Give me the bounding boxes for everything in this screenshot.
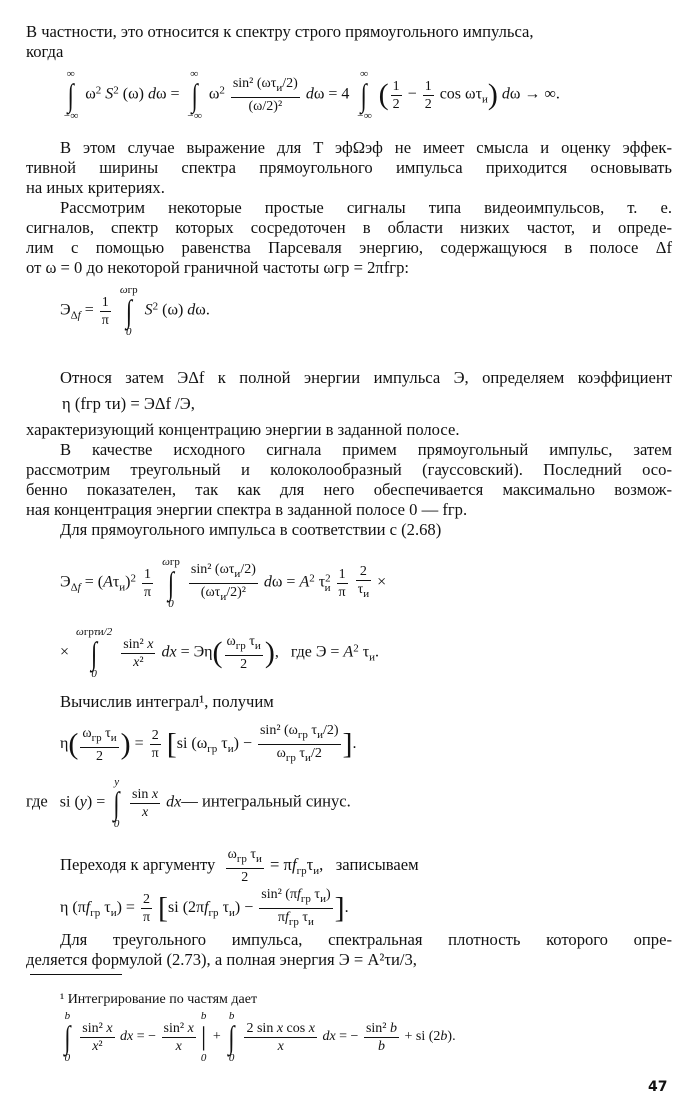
text-line-2: когда [26,42,64,61]
text-argument: Переходя к аргументу $\frac{\omega_{гр} \tau_и}{2}$ = $\pi f_{гр}\tau_и$, записываем [60,847,419,885]
formula-eta-f: η ($\pi f_{гр}$ $\tau_и$) = $\frac{2}{\pi}$ [si ($2\pi f_{гр}$ $\tau_и$) − $\frac{\sin^2 (\pi f_{гр} \tau_и)}{\pi f_{гр} \tau_и}$ ]. [60,887,349,928]
formula-si: где si (y) = y ∫ 0 $\frac{\text{sin x}}{x}$ dx— интегральный синус. [26,776,351,830]
text-line-14: рассмотрим треугольный и колоколообразный (гауссовский). Последний осо- [26,460,672,479]
text-line-5: на иных критериях. [26,178,165,197]
text-line-4: тивной ширины спектра прямоугольного импульса приходится основывать [26,158,672,177]
text-line-18: Вычислив интеграл¹, получим [60,692,274,711]
text-line-17: Для прямоугольного импульса в соответствии с (2.68) [60,520,442,539]
formula-rect-pulse-cont: × ωгрτи/2 ∫ 0 $\frac{\text{sin² x}}{\text{x²}}$ dx = Эη( $\frac{\omega_{гр} \tau_и}{2}$ ), где $Э = A^2$ $\tau_и$. [60,626,380,680]
footnote-rule [30,974,122,975]
page-number: 47 [648,1079,668,1095]
text-line-15: бенно показателен, так как для него обеспечивается максимально возмож- [26,480,672,499]
text-line-23: Для треугольного импульса, спектральная плотность которого опре- [60,930,672,949]
text-line-3: В этом случае выражение для T эфΩэф не имеет смысла и оценку эффек- [60,138,672,157]
text-line-7: сигналов, спектр которых сосредоточен в области низких частот, и опреде- [26,218,672,237]
text-line-10: Относя затем ЭΔf к полной энергии импульса Э, определяем коэффициент [60,368,672,387]
footnote-formula: b ∫ 0 $\frac{\text{sin² x}}{\text{x²}}$ dx = − $\frac{\text{sin² x}}{x}$ b | 0 + b ∫ 0 $\frac{\text{2 sin x cos x}}{x}$ dx = − $\frac{\text{sin² b}}{b}$ + si (2b). [64,1010,456,1064]
text-line-11: η (fгр τи) = ЭΔf /Э, [62,394,195,413]
text-line-13: В качестве исходного сигнала примем прямоугольный импульс, затем [60,440,672,459]
text-line-9: от ω = 0 до некоторой граничной частоты ωгр = 2πfгр: [26,258,409,277]
formula-energy-band: $Э_{\Delta f}$ = $\frac{1}{\pi}$ ωгр ∫ 0 $S^2$ (ω) dω. [60,284,210,338]
formula-rect-pulse: $Э_{\Delta f} = (A\tau_и)^2$ $\frac{1}{\pi}$ ωгр ∫ 0 $\frac{\sin^2 (\omega\tau_и/2)}{(\omega\tau_и/2)^2}$ $d\omega = A^2$ $\tau^2_и$ $\frac{1}{\pi}$ $\frac{2}{\tau_и}$ × [60,556,387,610]
text-line-12: характеризующий концентрацию энергии в заданной полосе. [26,420,460,439]
text-line-1: В частности, это относится к спектру строго прямоугольного импульса, [26,22,534,41]
formula-integral-divergence: ∞ ∫ −∞ $\omega^2$ $S^2$ (ω) dω = ∞ ∫ −∞ $\omega^2$ $\frac{\sin^2 (\omega\tau_и/2)}{\text{(ω/2)²}}$ dω = 4 ∞ ∫ −∞ ( $\frac{1}{2}$ − $\frac{1}{2}$ $\cos \omega\tau_и$) dω → ∞. [63,68,560,122]
text-line-6: Рассмотрим некоторые простые сигналы типа видеоимпульсов, т. е. [60,198,672,217]
footnote-text: ¹ Интегрирование по частям дает [60,992,258,1007]
text-line-16: ная концентрация энергии спектра в заданной полосе 0 — fгр. [26,500,468,519]
text-line-8: лим с помощью равенства Парсеваля энергию, содержащуюся в полосе Δf [26,238,672,257]
formula-eta: η( $\frac{\omega_{гр} \tau_и}{2}$ ) = $\frac{2}{\pi}$ [si ($\omega_{гр}$ $\tau_и$) − $\frac{\sin^2 (\omega_{гр} \tau_и/2)}{\omega_{гр} \tau_и/2}$ ]. [60,723,357,764]
text-line-24: деляется формулой (2.73), а полная энергия Э = A²τи/3, [26,950,417,969]
